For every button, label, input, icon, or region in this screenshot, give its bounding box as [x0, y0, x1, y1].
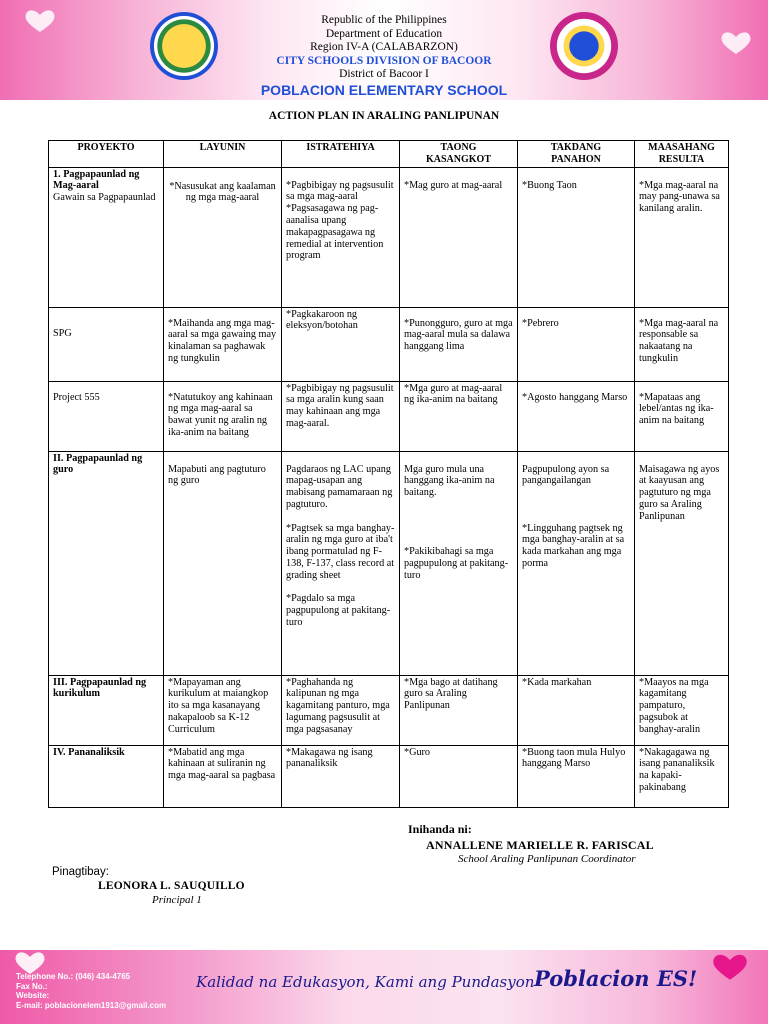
resulta-cell: *Mapataas ang lebel/antas ng ika-anim na baitang	[635, 381, 729, 451]
taong-cell: *Mga bago at datihang guro sa Araling Panlipunan	[400, 675, 518, 745]
table-row	[49, 451, 729, 675]
heart-icon	[706, 952, 754, 982]
department-line: Department of Education	[325, 27, 443, 40]
prepared-by-position: School Araling Panlipunan Coordinator	[458, 853, 636, 865]
email-text: E-mail: poblacionelem1913@gmail.com	[16, 1000, 167, 1010]
approved-by-name: LEONORA L. SAUQUILLO	[98, 880, 245, 892]
school-motto: Kalidad na Edukasyon, Kami ang Pundasyon	[196, 973, 535, 991]
heart-icon	[718, 30, 754, 56]
layunin-cell: *Mabatid ang mga kahinaan at suliranin ng mga mag-aaral sa pagbasa	[164, 745, 282, 807]
istratehiya-cell: *Makagawa ng isang pananaliksik	[282, 745, 400, 807]
prepared-by-name: ANNALLENE MARIELLE R. FARISCAL	[426, 838, 654, 852]
document-title: ACTION PLAN IN ARALING PANLIPUNAN	[268, 110, 500, 122]
proyekto-cell: SPG	[49, 307, 164, 381]
takdang-cell: Pagpupulong ayon sa pangangailangan *Lingguhang pagtsek ng mga banghay-aralin at sa kada markahan ang mga porma	[518, 451, 635, 675]
proyekto-cell: IV. Pananaliksik	[49, 745, 164, 807]
heart-icon	[22, 8, 58, 34]
website-text: Website:	[16, 991, 50, 1000]
takdang-cell: *Kada markahan	[518, 675, 635, 745]
school-name: POBLACION ELEMENTARY SCHOOL	[260, 81, 508, 98]
istratehiya-cell: *Pagbibigay ng pagsusulit sa mga mag-aaral *Pagsasagawa ng pag-aanalisa upang makapagpasagawa ng remedial at intervention program	[282, 167, 400, 307]
action-plan-table	[48, 140, 729, 808]
column-header: ISTRATEHIYA	[282, 141, 400, 168]
letterhead	[200, 14, 568, 98]
prepared-by-label: Inihanda ni:	[408, 822, 472, 836]
taong-cell: *Guro	[400, 745, 518, 807]
takdang-cell: *Pebrero	[518, 307, 635, 381]
layunin-text: *Nasusukat ang kaalaman ng mga mag-aaral	[169, 180, 276, 204]
proyekto-title: 1. Pagpapaunlad ng Mag-aaral	[53, 168, 140, 192]
layunin-cell: *Maihanda ang mga mag-aaral sa mga gawaing may kinalaman sa paghawak ng tungkulin	[164, 307, 282, 381]
takdang-cell: *Buong taon mula Hulyo hanggang Marso	[518, 745, 635, 807]
proyekto-cell: II. Pagpapaunlad ng guro	[49, 451, 164, 675]
taong-cell: *Punongguro, guro at mga mag-aaral mula sa dalawa hanggang lima	[400, 307, 518, 381]
istratehiya-cell: *Pagkakaroon ng eleksyon/botohan	[282, 307, 400, 381]
layunin-cell: *Mapayaman ang kurikulum at maiangkop ito sa mga kasanayang nakapaloob sa K-12 Curriculum	[164, 675, 282, 745]
contact-info	[16, 972, 166, 1010]
resulta-cell: *Nakagagawa ng isang pananaliksik na kapaki-pakinabang	[635, 745, 729, 807]
division-line: CITY SCHOOLS DIVISION OF BACOOR	[276, 54, 492, 67]
resulta-cell: *Mga mag-aaral na may pang-unawa sa kanilang aralin.	[635, 167, 729, 307]
proyekto-cell	[49, 167, 164, 307]
column-header: TAKDANG PANAHON	[518, 141, 635, 168]
layunin-cell: Mapabuti ang pagtuturo ng guro	[164, 451, 282, 675]
school-brand: Poblacion ES!	[534, 966, 698, 991]
region-line: Region IV-A (CALABARZON)	[310, 41, 458, 53]
layunin-cell: *Natutukoy ang kahinaan ng mga mag-aaral sa bawat yunit ng aralin ng ika-anim na baitang	[164, 381, 282, 451]
table-header-row	[49, 141, 729, 168]
table-row	[49, 381, 729, 451]
taong-cell: *Mga guro at mag-aaral ng ika-anim na baitang	[400, 381, 518, 451]
istratehiya-cell: *Pagbibigay ng pagsusulit sa mga aralin kung saan may kahinaan ang mga mag-aaral.	[282, 381, 400, 451]
resulta-cell: Maisagawa ng ayos at kaayusan ang pagtuturo ng mga guro sa Araling Panlipunan	[635, 451, 729, 675]
republic-line: Republic of the Philippines	[321, 14, 447, 26]
column-header: MAASAHANG RESULTA	[635, 141, 729, 168]
takdang-cell: *Buong Taon	[518, 167, 635, 307]
proyekto-subtitle: Gawain sa Pagpapaunlad	[53, 192, 156, 204]
resulta-cell: *Maayos na mga kagamitang pampaturo, pagsubok at banghay-aralin	[635, 675, 729, 745]
district-line: District of Bacoor I	[339, 68, 429, 80]
taong-cell: Mga guro mula una hanggang ika-anim na baitang. *Pakikibahagi sa mga pagpupulong at pakitang-turo	[400, 451, 518, 675]
column-header: LAYUNIN	[164, 141, 282, 168]
column-header: PROYEKTO	[49, 141, 164, 168]
istratehiya-cell: *Paghahanda ng kalipunan ng mga kagamitang panturo, mga lagumang pagsusulit at mga pagsasanay	[282, 675, 400, 745]
approved-by-label: Pinagtibay:	[52, 866, 109, 878]
telephone-text: Telephone No.: (046) 434-4765	[16, 972, 131, 981]
table-row	[49, 167, 729, 307]
istratehiya-cell: Pagdaraos ng LAC upang mapag-usapan ang mabisang pamamaraan ng pagtuturo. *Pagtsek sa mga banghay-aralin ng mga guro at iba't ibang pormatulad ng F-138, F-137, class record at grading sheet *Pagdalo sa mga pagpupulong at pakitang-turo	[282, 451, 400, 675]
takdang-cell: *Agosto hanggang Marso	[518, 381, 635, 451]
layunin-cell	[164, 167, 282, 307]
table-row	[49, 675, 729, 745]
fax-text: Fax No.:	[16, 981, 48, 991]
proyekto-cell: III. Pagpapaunlad ng kurikulum	[49, 675, 164, 745]
table-row	[49, 745, 729, 807]
table-row	[49, 307, 729, 381]
resulta-cell: *Mga mag-aaral na responsable sa nakaatang na tungkulin	[635, 307, 729, 381]
approved-by-position: Principal 1	[152, 894, 202, 906]
proyekto-cell: Project 555	[49, 381, 164, 451]
taong-cell: *Mag guro at mag-aaral	[400, 167, 518, 307]
column-header: TAONG KASANGKOT	[400, 141, 518, 168]
